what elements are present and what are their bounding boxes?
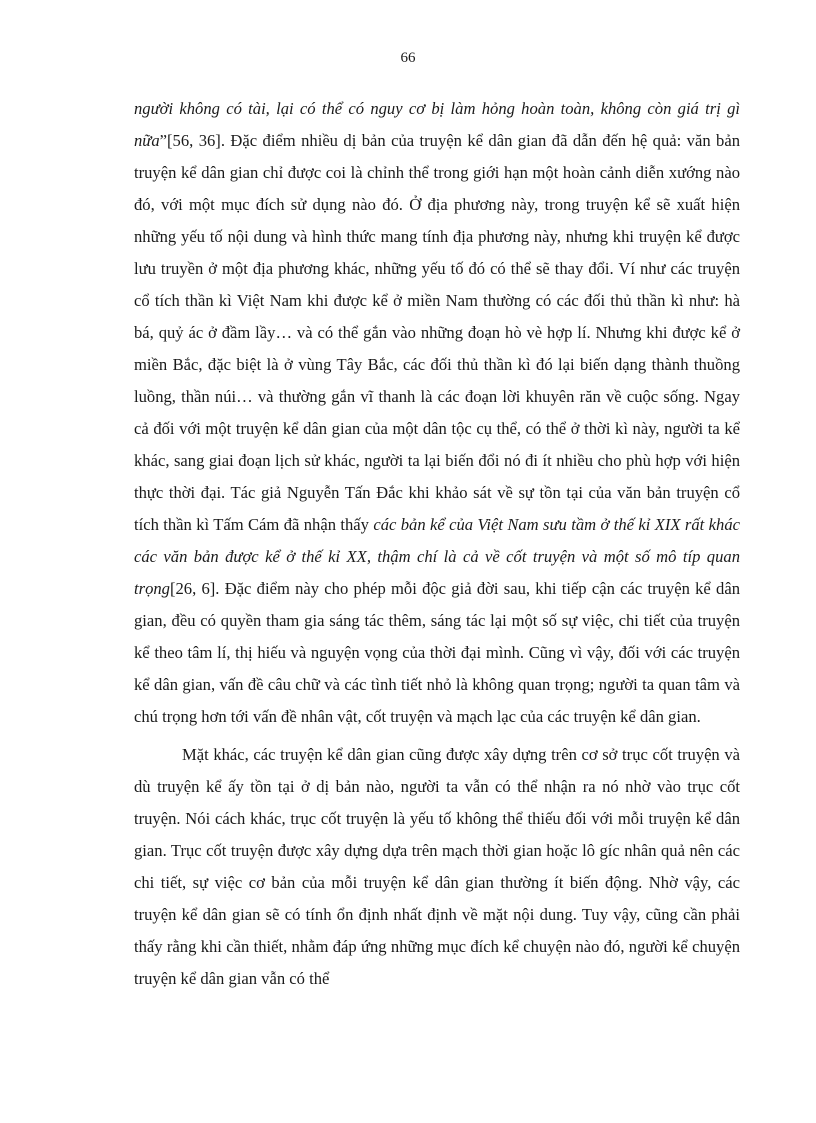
document-body bbox=[134, 93, 740, 995]
paragraph-2 bbox=[134, 739, 740, 995]
text-run: ”[56, 36]. Đặc điểm nhiều dị bản của truyện kể dân gian đã dẫn đến hệ quả: văn bản truyện kể dân gian chỉ được coi là chỉnh thể trong giới hạn một hoàn cảnh diễn xướng nào đó, với một mục đích sử dụng nào đó. Ở địa phương này, trong truyện kể sẽ xuất hiện những yếu tố nội dung và hình thức mang tính địa phương này, nhưng khi truyện kể được lưu truyền ở một địa phương khác, những yếu tố đó có thể sẽ thay đổi. Ví như các truyện cổ tích thần kì Việt Nam khi được kể ở miền Nam thường có các đối thủ thần kì như: hà bá, quỷ ác ở đầm lầy… và có thể gắn vào những đoạn hò vè hợp lí. Nhưng khi được kể ở miền Bắc, đặc biệt là ở vùng Tây Bắc, các đối thủ thần kì đó lại biến dạng thành thuồng luồng, thần núi… và thường gắn vĩ thanh là các đoạn lời khuyên răn về cuộc sống. Ngay cả đối với một truyện kể dân gian của một dân tộc cụ thể, có thể ở thời kì này, người ta kể khác, sang giai đoạn lịch sử khác, người ta lại biến đổi nó đi ít nhiều cho phù hợp với hiện thực thời đại. Tác giả Nguyễn Tấn Đắc khi khảo sát về sự tồn tại của văn bản truyện cổ tích thần kì Tấm Cám đã nhận thấy bbox=[134, 131, 740, 534]
italic-citation-run: các bản kể của Việt Nam sưu tầm ở thế kỉ XIX rất khác các văn bản được kể ở thế kỉ XX, thậm chí là cả về cốt truyện và một số mô típ quan trọng bbox=[134, 515, 740, 598]
paragraph-1 bbox=[134, 93, 740, 733]
italic-quote-run: người không có tài, lại có thể có nguy cơ bị làm hỏng hoàn toàn, không còn giá trị gì nữa bbox=[134, 99, 740, 150]
text-run: Mặt khác, các truyện kể dân gian cũng được xây dựng trên cơ sở trục cốt truyện và dù truyện kể ấy tồn tại ở dị bản nào, người ta vẫn có thể nhận ra nó nhờ vào trục cốt truyện. Nói cách khác, trục cốt truyện là yếu tố không thể thiếu đối với mỗi truyện kể dân gian. Trục cốt truyện được xây dựng dựa trên mạch thời gian hoặc lô gíc nhân quả nên các chi tiết, sự việc cơ bản của mỗi truyện kể dân gian thường ít biến động. Nhờ vậy, các truyện kể dân gian sẽ có tính ổn định nhất định về mặt nội dung. Tuy vậy, cũng cần phải thấy rằng khi cần thiết, nhằm đáp ứng những mục đích kể chuyện nào đó, người kể chuyện truyện kể dân gian vẫn có thể bbox=[134, 745, 740, 988]
page-number: 66 bbox=[400, 50, 416, 66]
text-run: [26, 6]. Đặc điểm này cho phép mỗi độc giả đời sau, khi tiếp cận các truyện kể dân gian, đều có quyền tham gia sáng tác thêm, sáng tác lại một số sự việc, chi tiết của truyện kể theo tâm lí, thị hiếu và nguyện vọng của thời đại mình. Cũng vì vậy, đối với các truyện kể dân gian, vấn đề câu chữ và các tình tiết nhỏ là không quan trọng; người ta quan tâm và chú trọng hơn tới vấn đề nhân vật, cốt truyện và mạch lạc của các truyện kể dân gian. bbox=[134, 579, 740, 726]
